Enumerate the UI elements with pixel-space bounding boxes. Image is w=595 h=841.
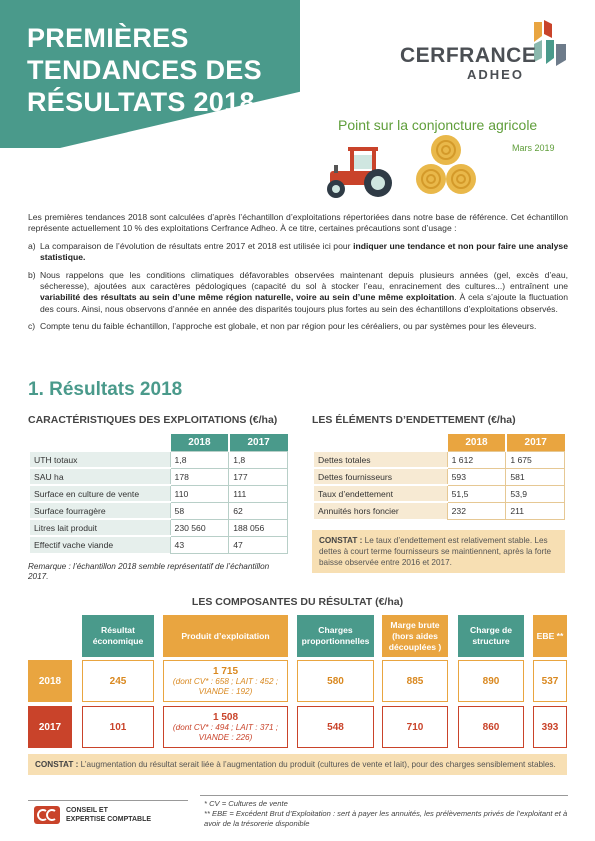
tractor-icon — [322, 143, 400, 199]
constat-text: L’augmentation du résultat serait liée à l’augmentation du produit (cultures de vente et lait), pour des charges sensiblement stables. — [78, 760, 556, 769]
row-value: 1,8 — [229, 451, 288, 468]
value-cell: 710 — [382, 706, 448, 748]
cec-label: CONSEIL ET EXPERTISE COMPTABLE — [66, 807, 152, 823]
table-row — [313, 468, 565, 485]
remark: Remarque : l’échantillon 2018 semble représentatif de l’échantillon 2017. — [28, 562, 270, 581]
item-a-text: La comparaison de l’évolution de résultats entre 2017 et 2018 est utilisée ici pour — [40, 240, 354, 251]
row-value: 43 — [170, 536, 229, 553]
row-value: 58 — [170, 502, 229, 519]
value-cell: 860 — [458, 706, 524, 748]
item-b-label: b) — [28, 269, 36, 280]
item-a-label: a) — [28, 240, 36, 251]
table-row — [29, 536, 288, 553]
row-value: 188 056 — [229, 519, 288, 536]
table-endettement-title: LES ÉLÉMENTS D’ENDETTEMENT (€/ha) — [312, 414, 516, 426]
row-label: Taux d’endettement — [313, 485, 447, 502]
column-header: 2017 — [229, 434, 288, 451]
row-value: 232 — [447, 502, 506, 519]
row-value: 593 — [447, 468, 506, 485]
title-line-2: TENDANCES DES — [27, 55, 262, 85]
table-row — [29, 519, 288, 536]
intro-item-b — [28, 270, 568, 316]
row-value: 51,5 — [447, 485, 506, 502]
composantes-title: LES COMPOSANTES DU RÉSULTAT (€/ha) — [191, 596, 404, 608]
footnotes — [204, 799, 574, 829]
hay-bales-icon — [415, 133, 477, 197]
subtitle: Point sur la conjoncture agricole — [338, 117, 538, 133]
row-value: 1,8 — [170, 451, 229, 468]
row-value: 1 675 — [506, 451, 565, 468]
row-label: Surface en culture de vente — [29, 485, 170, 502]
row-value: 1 612 — [447, 451, 506, 468]
year-label-2017: 2017 — [28, 706, 72, 748]
value-cell: 1 715 (dont CV* : 658 ; LAIT : 452 ; VIANDE : 192) — [163, 660, 288, 702]
item-c-label: c) — [28, 321, 36, 332]
intro-text — [28, 212, 568, 339]
row-label: Effectif vache viande — [29, 536, 170, 553]
item-a-bold: indiquer une tendance et non pour faire une analyse statistique. — [40, 240, 568, 263]
logo-subtitle: ADHEO — [467, 67, 524, 82]
value-cell: 890 — [458, 660, 524, 702]
footer-divider — [200, 795, 568, 796]
row-label: Dettes fournisseurs — [313, 468, 447, 485]
table-caracteristiques — [28, 434, 288, 554]
value-cell: 548 — [297, 706, 374, 748]
value-cell: 885 — [382, 660, 448, 702]
row-value: 178 — [170, 468, 229, 485]
col-header-charges-prop: Charges proportionnelles — [297, 615, 374, 657]
row-label: Dettes totales — [313, 451, 447, 468]
intro-paragraph: Les premières tendances 2018 sont calculées d’après l’échantillon d’exploitations répertoriées dans notre base de référence. Cet échantillon représente actuellement 10 % des exploitations Cerfrance Adheo. À ce titre, certaines précautions sont d’usage : — [28, 212, 568, 234]
table-row — [313, 451, 565, 468]
row-value: 230 560 — [170, 519, 229, 536]
title-line-1: PREMIÈRES — [27, 23, 189, 53]
col-header-resultat: Résultat économique — [82, 615, 154, 657]
logo-wordmark: CERFRANCE — [400, 44, 537, 67]
constat-composantes — [28, 754, 567, 775]
row-value: 62 — [229, 502, 288, 519]
value-cell: 580 — [297, 660, 374, 702]
row-value: 110 — [170, 485, 229, 502]
col-header-charge-structure: Charge de structure — [458, 615, 524, 657]
row-label: Annuités hors foncier — [313, 502, 447, 519]
constat-label: CONSTAT : — [35, 760, 79, 769]
item-b-bold: variabilité des résultats au sein d’une même région naturelle, voire au sein d’une même exploitation — [40, 292, 455, 303]
intro-item-c — [28, 321, 568, 332]
table-caracteristiques-title: CARACTÉRISTIQUES DES EXPLOITATIONS (€/ha) — [28, 414, 278, 426]
constat-label: CONSTAT : — [319, 536, 363, 545]
produit-detail: (dont CV* : 658 ; LAIT : 452 ; VIANDE : 192) — [172, 676, 279, 696]
value-cell: 1 508 (dont CV* : 494 ; LAIT : 371 ; VIANDE : 226) — [163, 706, 288, 748]
publication-date: Mars 2019 — [512, 143, 555, 153]
footnote-cv: * CV = Cultures de vente — [204, 799, 288, 808]
column-header: 2018 — [170, 434, 229, 451]
table-row — [29, 485, 288, 502]
row-label: UTH totaux — [29, 451, 170, 468]
section-title: 1. Résultats 2018 — [28, 379, 183, 400]
produit-detail: (dont CV* : 494 ; LAIT : 371 ; VIANDE : 226) — [172, 722, 279, 742]
row-value: 47 — [229, 536, 288, 553]
item-b-text-2: . À cela s’ajoute la fluctuation des cours. Ainsi, nous observons d’année en année des disparités toujours plus fortes au sein des échantillons d’exploitations observés. — [40, 292, 568, 314]
footnote-ebe: ** EBE = Excédent Brut d’Exploitation : sert à payer les annuités, les prélèvements privés de l’exploitant et à avoir de la trésorerie disponible — [204, 809, 568, 828]
row-label: SAU ha — [29, 468, 170, 485]
constat-endettement — [312, 530, 565, 573]
value-cell: 537 — [533, 660, 567, 702]
row-value: 177 — [229, 468, 288, 485]
cec-logo-icon — [34, 806, 60, 824]
table-row — [29, 502, 288, 519]
footer-divider-left — [28, 800, 188, 801]
constat-text: Le taux d’endettement est relativement stable. Les dettes à court terme fournisseurs se maintiennent, après la forte baisse observée entre 2016 et 2017. — [319, 536, 552, 567]
row-value: 111 — [229, 485, 288, 502]
value-cell: 245 — [82, 660, 154, 702]
year-label-2018: 2018 — [28, 660, 72, 702]
row-label: Surface fourragère — [29, 502, 170, 519]
table-row — [313, 485, 565, 502]
row-value: 53,9 — [506, 485, 565, 502]
title-line-3: RÉSULTATS 2018 — [27, 87, 255, 117]
col-header-produit: Produit d’exploitation — [163, 615, 288, 657]
row-value: 211 — [506, 502, 565, 519]
row-value: 581 — [506, 468, 565, 485]
column-header: 2017 — [506, 434, 565, 451]
item-b-text-1: Nous rappelons que les conditions climatiques défavorables observées maintenant depuis plusieurs années (gel, excès d’eau, sécheresse), ajoutées aux caractères pédologiques (capacité du sol à stocker l’eau, enracinement des cultures...) entraînent une — [40, 269, 568, 292]
intro-item-a — [28, 241, 568, 264]
table-row — [29, 468, 288, 485]
item-c-text: Compte tenu du faible échantillon, l’approche est globale, et non par région pour les céréaliers, ou par systèmes pour les éleveurs. — [40, 321, 537, 332]
value-cell: 101 — [82, 706, 154, 748]
table-row — [29, 451, 288, 468]
table-endettement — [312, 434, 565, 520]
row-label: Litres lait produit — [29, 519, 170, 536]
page-title — [27, 22, 297, 118]
table-row — [313, 502, 565, 519]
column-header: 2018 — [447, 434, 506, 451]
value-cell: 393 — [533, 706, 567, 748]
col-header-marge-brute: Marge brute (hors aides découplées ) — [382, 615, 448, 657]
col-header-ebe: EBE ** — [533, 615, 567, 657]
